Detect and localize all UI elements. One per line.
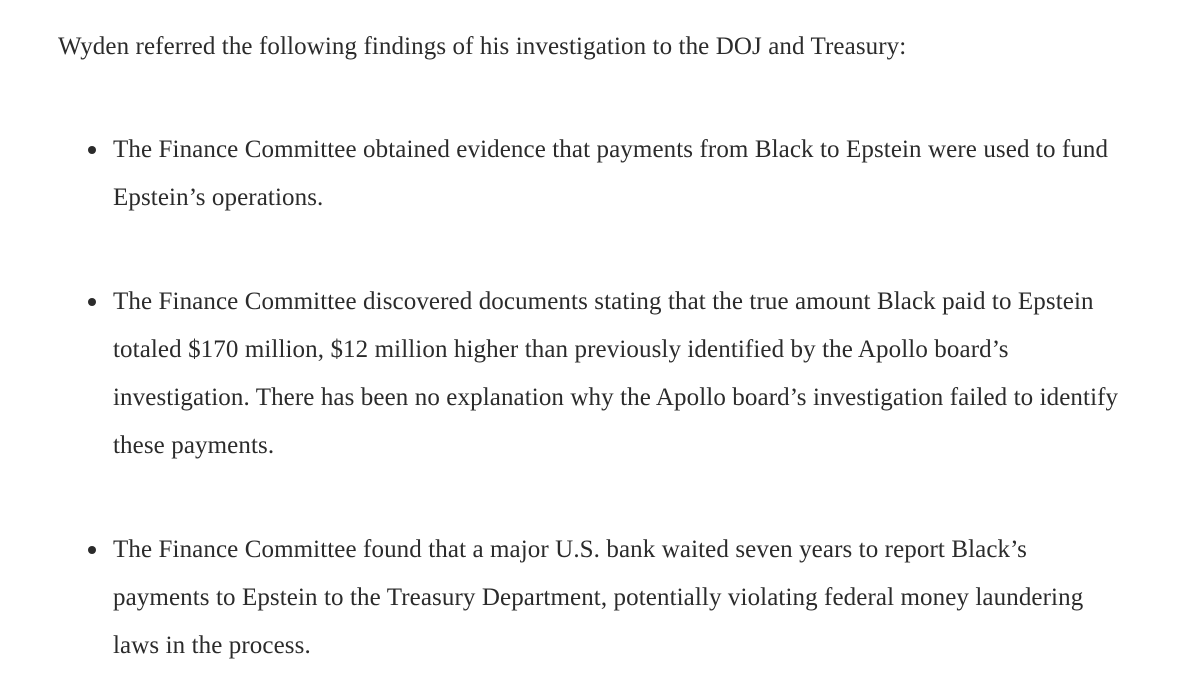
intro-paragraph: Wyden referred the following findings of his investigation to the DOJ and Treasury: [58, 33, 907, 60]
bullet-icon [88, 146, 96, 154]
finding-item-2 [113, 278, 1123, 470]
finding-text: The Finance Committee obtained evidence that payments from Black to Epstein were used to fund Epstein’s operations. [113, 136, 1109, 211]
finding-text: The Finance Committee found that a major U.S. bank waited seven years to report Black’s payments to Epstein to the Treasury Department, potentially violating federal money laundering laws in the process. [113, 536, 1084, 659]
finding-item-1 [113, 126, 1123, 222]
bullet-icon [88, 546, 96, 554]
bullet-icon [88, 298, 96, 306]
finding-item-3 [113, 526, 1123, 670]
finding-text: The Finance Committee discovered documents stating that the true amount Black paid to Epstein totaled $170 million, $12 million higher than previously identified by the Apollo board’s investigation. There has been no explanation why the Apollo board’s investigation failed to identify these payments. [113, 288, 1119, 459]
